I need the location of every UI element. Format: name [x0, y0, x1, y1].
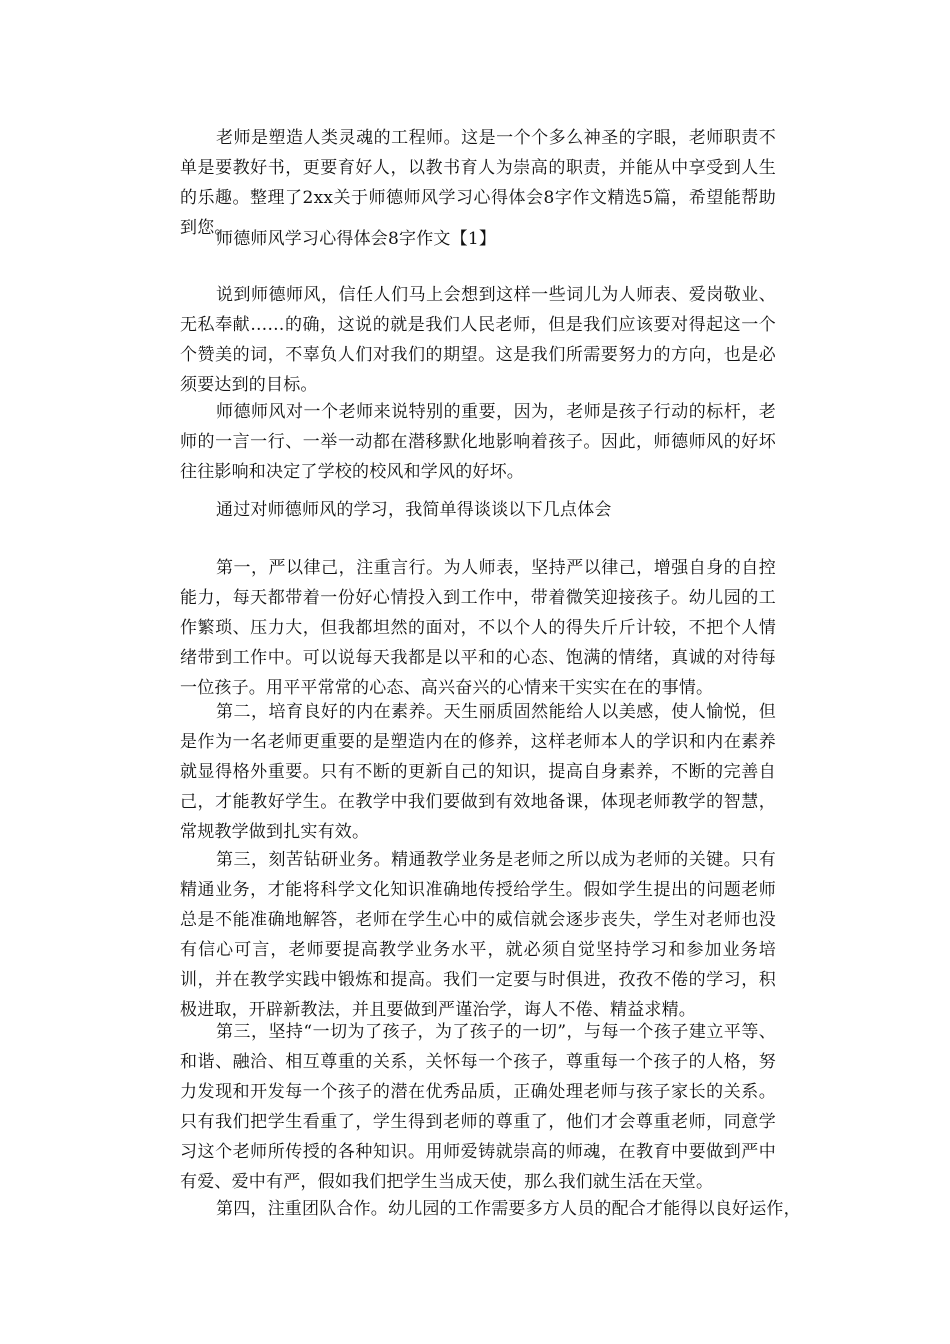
body-paragraph: 第三，刻苦钻研业务。精通教学业务是老师之所以成为老师的关键。只有精通业务，才能将科学文化知识准确地传授给学生。假如学生提出的问题老师总是不能准确地解答，老师在学生心中的威信就会逐步丧失，学生对老师也没有信心可言，老师要提高教学业务水平，就必须自觉坚持学习和参加业务培训，并在教学实践中锻炼和提高。我们一定要与时俱进，孜孜不倦的学习，积极进取，开辟新教法，并且要做到严谨治学，诲人不倦、精益求精。 — [180, 850, 776, 1020]
body-paragraph: 第二，培育良好的内在素养。天生丽质固然能给人以美感，使人愉悦，但是作为一名老师更重要的是塑造内在的修养，这样老师本人的学识和内在素养就显得格外重要。只有不断的更新自己的知识，提高自身素养，不断的完善自己，才能教好学生。在教学中我们要做到有效地备课，体现老师教学的智慧，常规教学做到扎实有效。 — [180, 702, 776, 842]
body-paragraph: 说到师德师风，信任人们马上会想到这样一些词儿为人师表、爱岗敬业、无私奉献……的确，这说的就是我们人民老师，但是我们应该要对得起这一个个赞美的词，不辜负人们对我们的期望。这是我们所需要努力的方向，也是必须要达到的目标。 — [180, 285, 776, 395]
body-paragraph: 师德师风对一个老师来说特别的重要，因为，老师是孩子行动的标杆，老师的一言一行、一举一动都在潜移默化地影响着孩子。因此，师德师风的好坏往往影响和决定了学校的校风和学风的好坏。 — [180, 402, 776, 482]
body-paragraph: 第一，严以律己，注重言行。为人师表，坚持严以律己，增强自身的自控能力，每天都带着一份好心情投入到工作中，带着微笑迎接孩子。幼儿园的工作繁琐、压力大，但我都坦然的面对，不以个人的得失斤斤计较，不把个人情绪带到工作中。可以说每天我都是以平和的心态、饱满的情绪，真诚的对待每一位孩子。用平平常常的心态、高兴奋兴的心情来干实实在在的事情。 — [180, 558, 776, 698]
body-paragraph: 通过对师德师风的学习，我简单得谈谈以下几点体会 — [216, 500, 612, 520]
body-paragraph: 第四，注重团队合作。幼儿园的工作需要多方人员的配合才能得以良好运作， — [216, 1199, 801, 1219]
section-heading: 师德师风学习心得体会8字作文【1】 — [216, 229, 497, 249]
body-paragraph: 第三，坚持“一切为了孩子，为了孩子的一切”，与每一个孩子建立平等、和谐、融洽、相互尊重的关系，关怀每一个孩子，尊重每一个孩子的人格，努力发现和开发每一个孩子的潜在优秀品质，正确处理老师与孩子家长的关系。只有我们把学生看重了，学生得到老师的尊重了，他们才会尊重老师，同意学习这个老师所传授的各种知识。用师爱铸就崇高的师魂，在教育中要做到严中有爱、爱中有严，假如我们把学生当成天使，那么我们就生活在天堂。 — [180, 1022, 776, 1192]
intro-paragraph: 老师是塑造人类灵魂的工程师。这是一个个多么神圣的字眼，老师职责不单是要教好书，更要育好人，以教书育人为崇高的职责，并能从中享受到人生的乐趣。整理了2xx关于师德师风学习心得体会8字作文精选5篇，希望能帮助到您。 — [180, 128, 776, 238]
